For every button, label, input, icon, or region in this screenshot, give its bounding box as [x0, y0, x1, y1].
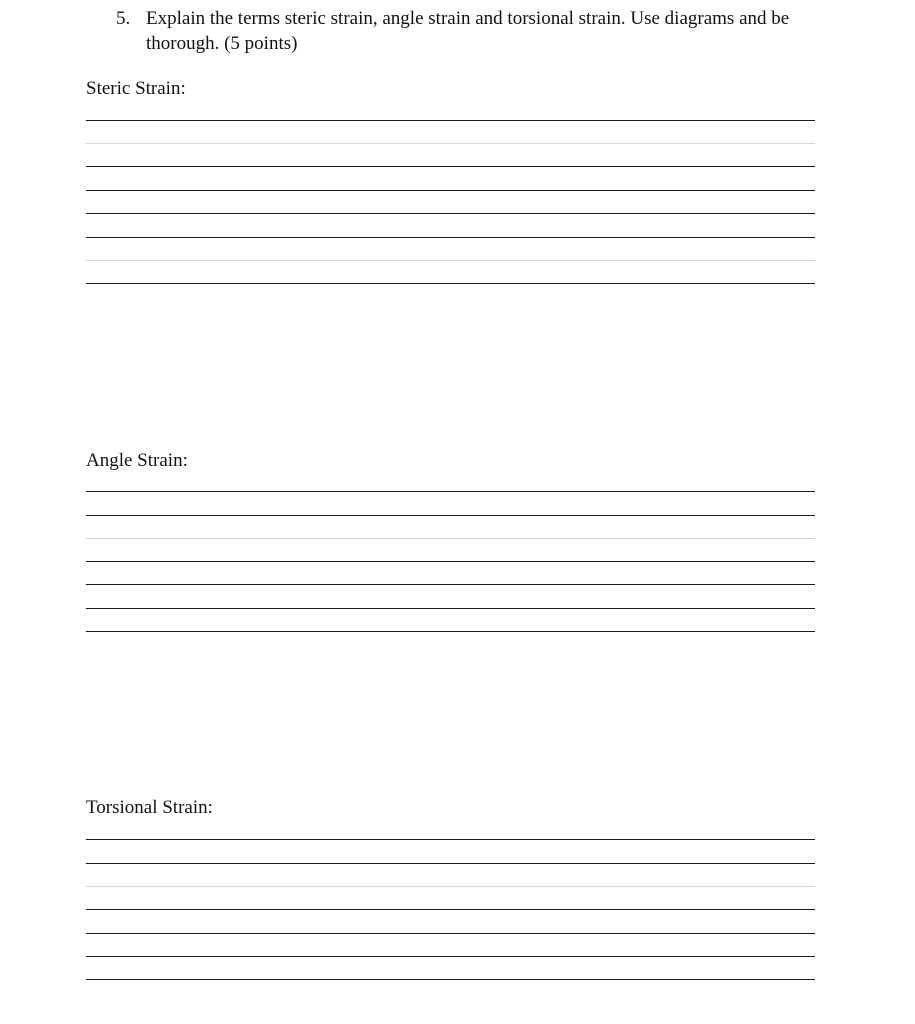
answer-line	[86, 886, 815, 887]
answer-line	[86, 491, 815, 492]
question-text: Explain the terms steric strain, angle strain and torsional strain. Use diagrams and be thorough. (5 points)	[146, 8, 790, 54]
answer-line	[86, 166, 815, 167]
question-number: 5.	[116, 8, 131, 29]
answer-line	[86, 190, 815, 191]
answer-line	[86, 839, 815, 840]
answer-line	[86, 538, 815, 539]
answer-line	[86, 909, 815, 910]
section-label-torsional: Torsional Strain:	[86, 797, 213, 818]
answer-line	[86, 213, 815, 214]
section-label-angle: Angle Strain:	[86, 450, 188, 471]
answer-line	[86, 863, 815, 864]
answer-line	[86, 979, 815, 980]
answer-line	[86, 584, 815, 585]
answer-line	[86, 283, 815, 284]
answer-line	[86, 143, 815, 144]
answer-line	[86, 515, 815, 516]
question-block	[116, 6, 836, 56]
answer-line	[86, 608, 815, 609]
answer-line	[86, 933, 815, 934]
answer-line	[86, 956, 815, 957]
answer-line	[86, 631, 815, 632]
answer-line	[86, 120, 815, 121]
section-label-steric: Steric Strain:	[86, 78, 186, 99]
answer-line	[86, 237, 815, 238]
answer-line	[86, 260, 815, 261]
answer-line	[86, 561, 815, 562]
